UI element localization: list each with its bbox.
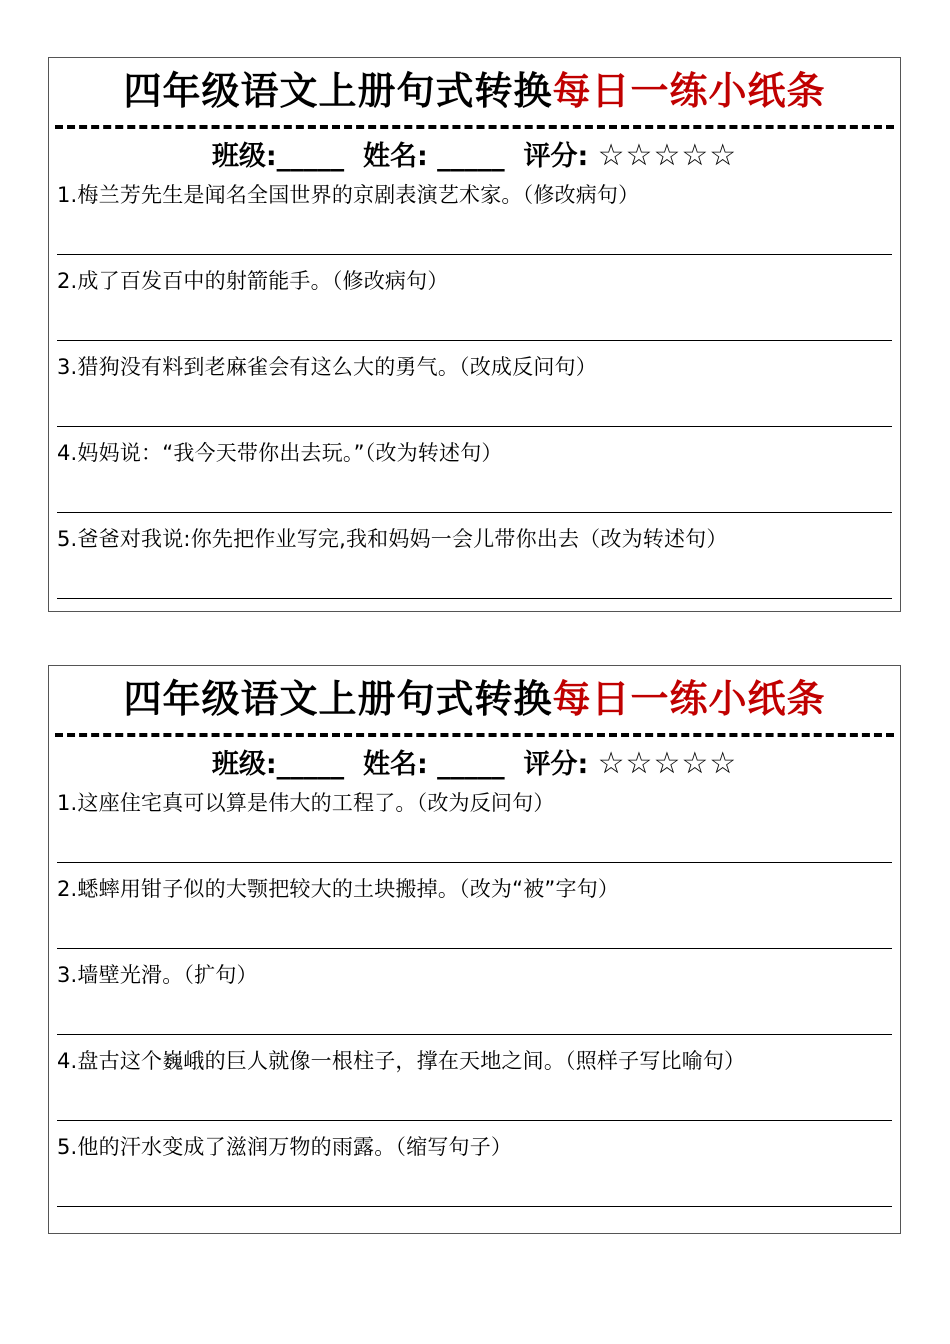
worksheet-card-1 bbox=[48, 57, 901, 612]
question-text: 1.梅兰芳先生是闻名全国世界的京剧表演艺术家。（修改病句） bbox=[57, 183, 640, 207]
answer-line[interactable] bbox=[57, 862, 892, 863]
question-item bbox=[57, 788, 892, 874]
question-item bbox=[57, 960, 892, 1046]
question-text: 4.盘古这个巍峨的巨人就像一根柱子，撑在天地之间。（照样子写比喻句） bbox=[57, 1049, 746, 1073]
question-item bbox=[57, 352, 892, 438]
question-list bbox=[57, 788, 892, 1218]
answer-line[interactable] bbox=[57, 1034, 892, 1035]
rating-stars: ☆☆☆☆☆ bbox=[597, 138, 738, 173]
answer-line[interactable] bbox=[57, 948, 892, 949]
question-item bbox=[57, 266, 892, 352]
question-text: 3.猎狗没有料到老麻雀会有这么大的勇气。（改成反问句） bbox=[57, 355, 597, 379]
worksheet-card-2 bbox=[48, 665, 901, 1234]
answer-line[interactable] bbox=[57, 598, 892, 599]
student-info-row bbox=[49, 138, 900, 175]
title-main: 四年级语文上册句式转换 bbox=[123, 69, 553, 113]
title-highlight: 每日一练小纸条 bbox=[552, 677, 826, 721]
question-text: 2.成了百发百中的射箭能手。（修改病句） bbox=[57, 269, 449, 293]
worksheet-title bbox=[49, 674, 900, 724]
worksheet-title bbox=[49, 66, 900, 116]
rating-stars: ☆☆☆☆☆ bbox=[597, 746, 738, 781]
answer-line[interactable] bbox=[57, 1120, 892, 1121]
question-item bbox=[57, 1132, 892, 1218]
answer-line[interactable] bbox=[57, 512, 892, 513]
question-item bbox=[57, 874, 892, 960]
answer-line[interactable] bbox=[57, 340, 892, 341]
answer-line[interactable] bbox=[57, 254, 892, 255]
question-item bbox=[57, 180, 892, 266]
title-highlight: 每日一练小纸条 bbox=[552, 69, 826, 113]
question-item bbox=[57, 438, 892, 524]
question-text: 2.蟋蟀用钳子似的大颚把较大的土块搬掉。（改为“被”字句） bbox=[57, 877, 620, 901]
question-text: 5.他的汗水变成了滋润万物的雨露。（缩写句子） bbox=[57, 1135, 513, 1159]
dashed-divider bbox=[55, 125, 894, 129]
question-text: 5.爸爸对我说:你先把作业写完,我和妈妈一会儿带你出去（改为转述句） bbox=[57, 527, 728, 551]
title-main: 四年级语文上册句式转换 bbox=[123, 677, 553, 721]
answer-line[interactable] bbox=[57, 1206, 892, 1207]
dashed-divider bbox=[55, 733, 894, 737]
student-info-row bbox=[49, 746, 900, 783]
question-text: 3.墙壁光滑。（扩句） bbox=[57, 963, 258, 987]
info-fields: 班级:_____ 姓名: _____ 评分: bbox=[211, 141, 598, 172]
question-text: 4.妈妈说：“我今天带你出去玩。”（改为转述句） bbox=[57, 441, 503, 465]
question-item bbox=[57, 1046, 892, 1132]
info-fields: 班级:_____ 姓名: _____ 评分: bbox=[211, 749, 598, 780]
question-item bbox=[57, 524, 892, 610]
question-list bbox=[57, 180, 892, 610]
question-text: 1.这座住宅真可以算是伟大的工程了。（改为反问句） bbox=[57, 791, 555, 815]
answer-line[interactable] bbox=[57, 426, 892, 427]
